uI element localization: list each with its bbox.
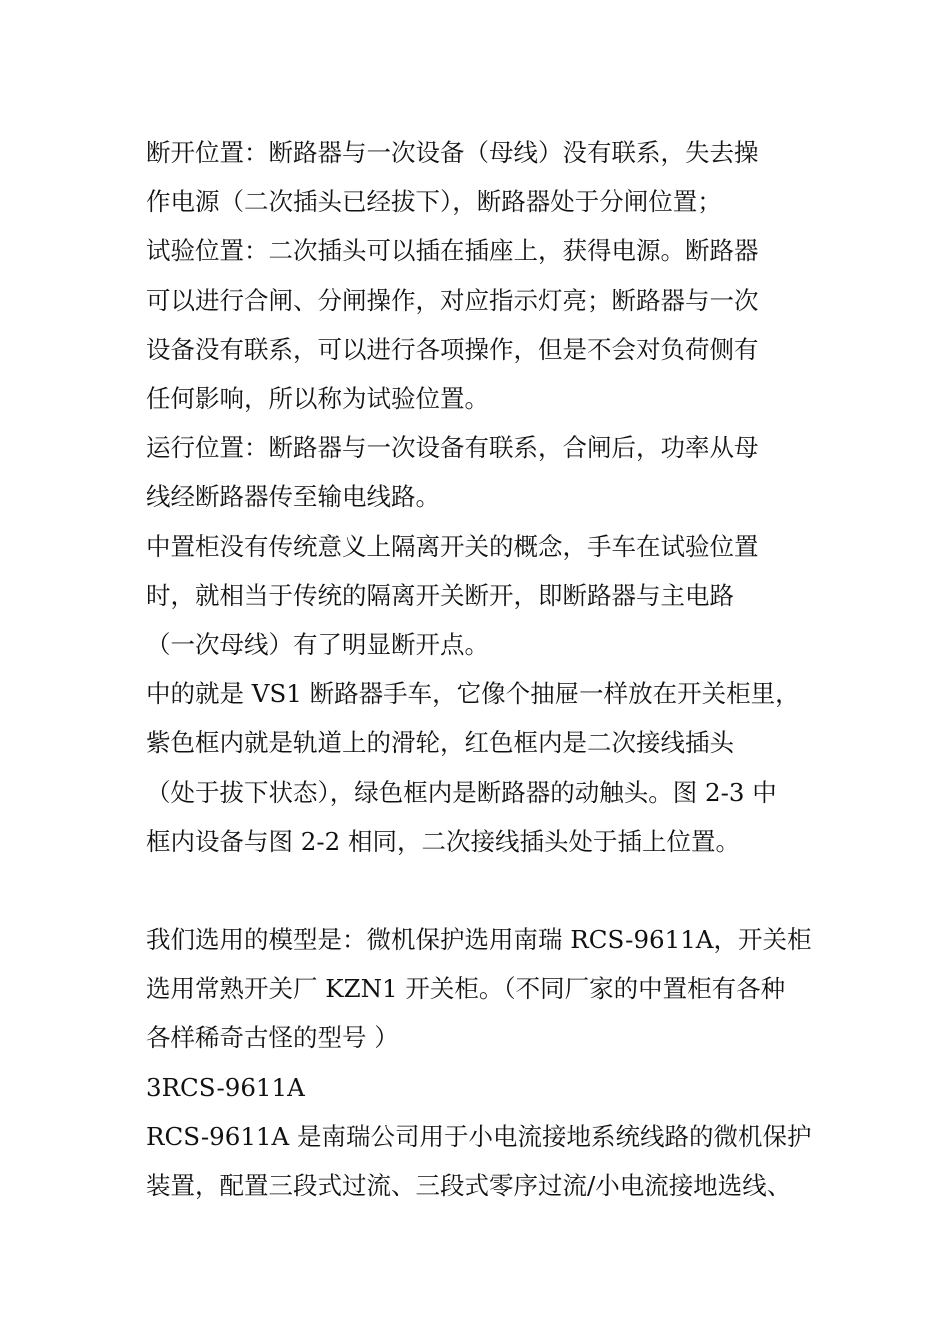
text-line: 作电源（二次插头已经拔下），断路器处于分闸位置；: [146, 187, 722, 217]
text-line: 运行位置：断路器与一次设备有联系，合闸后，功率从母: [146, 433, 759, 463]
document-body: [146, 128, 846, 1210]
text-line: 中置柜没有传统意义上隔离开关的概念，手车在试验位置: [146, 531, 759, 561]
text-line: 时，就相当于传统的隔离开关断开，即断路器与主电路: [146, 580, 734, 610]
text-line: 装置，配置三段式过流、三段式零序过流/小电流接地选线、: [146, 1171, 792, 1201]
text-line: 线经断路器传至输电线路。: [146, 482, 440, 512]
paragraph-operating-position: [146, 423, 846, 521]
paragraph-model-selection: [146, 915, 846, 1063]
paragraph-rcs-description: [146, 1112, 846, 1210]
text-line: 选用常熟开关厂 KZN1 开关柜。（不同厂家的中置柜有各种: [146, 974, 786, 1004]
text-line: 断开位置：断路器与一次设备（母线）没有联系，失去操: [146, 138, 759, 167]
section-heading: [146, 1063, 846, 1112]
text-line: 中的就是 VS1 断路器手车，它像个抽屉一样放在开关柜里，: [146, 679, 800, 709]
text-line: 我们选用的模型是：微机保护选用南瑞 RCS-9611A，开关柜: [146, 925, 812, 955]
text-line: 设备没有联系，可以进行各项操作，但是不会对负荷侧有: [146, 334, 759, 364]
text-line: （处于拔下状态），绿色框内是断路器的动触头。图 2-3 中: [146, 777, 777, 807]
text-line: 试验位置：二次插头可以插在插座上，获得电源。断路器: [146, 236, 759, 266]
text-line: 紫色框内就是轨道上的滑轮，红色框内是二次接线插头: [146, 728, 734, 758]
paragraph-test-position: [146, 226, 846, 423]
paragraph-center-cabinet: [146, 522, 846, 670]
text-line: 可以进行合闸、分闸操作，对应指示灯亮；断路器与一次: [146, 285, 759, 315]
text-line: RCS-9611A 是南瑞公司用于小电流接地系统线路的微机保护: [146, 1121, 812, 1151]
paragraph-disconnect-position: [146, 128, 846, 226]
paragraph-spacer: [146, 866, 846, 915]
text-line: 各样稀奇古怪的型号 ）: [146, 1023, 399, 1053]
text-line: （一次母线）有了明显断开点。: [146, 630, 489, 660]
text-line: 框内设备与图 2-2 相同，二次接线插头处于插上位置。: [146, 826, 741, 856]
text-line: 3RCS-9611A: [146, 1072, 305, 1102]
text-line: 任何影响，所以称为试验位置。: [146, 384, 489, 414]
paragraph-vs1-breaker: [146, 669, 846, 866]
